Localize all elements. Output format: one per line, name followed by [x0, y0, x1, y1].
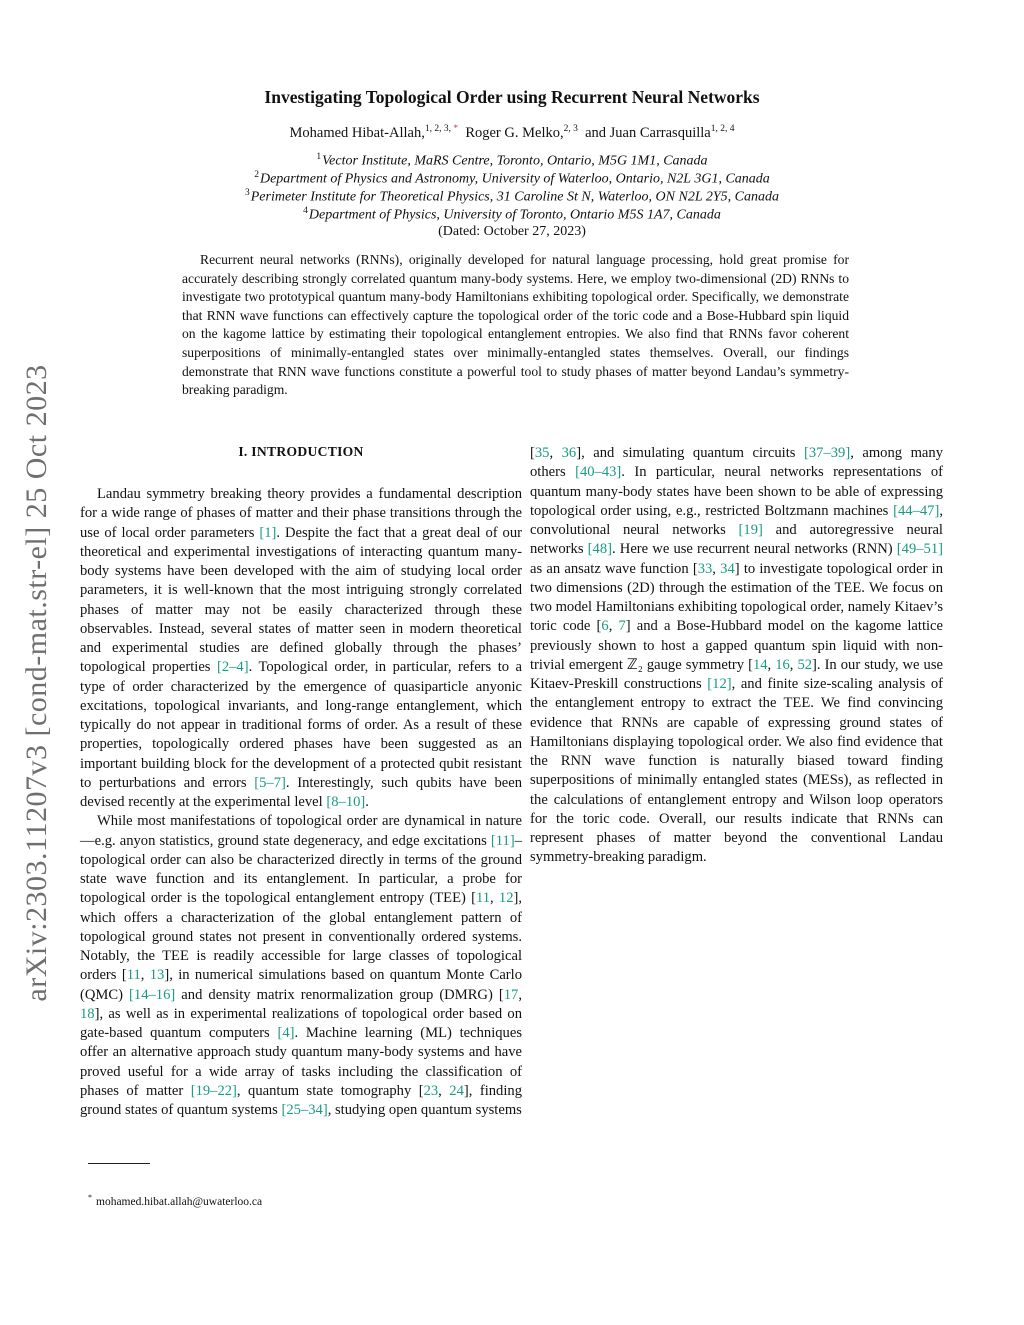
citation-link[interactable]: [25–34] — [281, 1102, 328, 1118]
affiliation: $^1$Vector Institute, MaRS Centre, Toronto, Ontario, M5G 1M1, Canada — [316, 152, 708, 169]
author-name: and Juan Carrasquilla — [585, 124, 711, 141]
arxiv-identifier: arXiv:2303.11207v3 [cond-mat.str-el] 25 Oct 2023 — [20, 364, 53, 1002]
citation-link[interactable]: 11 — [126, 967, 141, 984]
citation-link[interactable]: [11] — [490, 832, 515, 849]
footnote: * mohamed.hibat.allah@uwaterloo.ca — [88, 1193, 263, 1208]
affiliation: $^2$Department of Physics and Astronomy, University of Waterloo, Ontario, N2L 3G1, Canada — [254, 170, 770, 187]
author-affil: 1, 2, 3, — [424, 124, 454, 134]
citation-link[interactable]: 34 — [720, 560, 735, 577]
citation-link[interactable]: 12 — [498, 890, 514, 907]
citation-link[interactable]: [48] — [587, 541, 612, 558]
citation-link[interactable]: 36 — [561, 445, 577, 461]
body-column-left — [80, 485, 522, 1120]
paper-title: Investigating Topological Order using Recurrent Neural Networks — [264, 87, 760, 107]
author-name: Mohamed Hibat-Allah, — [289, 124, 425, 141]
citation-link[interactable]: [44–47] — [893, 502, 940, 519]
paragraph: Landau symmetry breaking theory provides a fundamental description for a wide range of phases of matter and their phase transitions through the use of local order parameters [1]. Despite the fact that a great deal of our theoretical and experimental investigations of interacting quantum many-body systems have been developed with the aim of studying local order parameters, it is well-known that the most intriguing strongly correlated phases of matter may not be easily characterized through these observables. Instead, several states of matter seen in modern theoretical and experimental studies are defined globally through the phases’ topological properties [2–4]. Topological order, in particular, refers to a type of order characterized by the emergence of quasiparticle anyonic excitations, topological invariants, and long-range entanglement, which typically do not appear in traditional forms of order. As a result of these properties, topologically ordered phases have been suggested as an important building block for the development of a protected qubit resistant to perturbations and errors [5–7]. Interestingly, such qubits have been devised recently at the experimental level [8–10]. — [80, 486, 522, 810]
affiliation: $^3$Perimeter Institute for Theoretical Physics, 31 Caroline St N, Waterloo, ON N2L 2Y5, Canada — [245, 188, 779, 205]
author-name: Roger G. Melko, — [465, 124, 564, 141]
citation-link[interactable]: 13 — [149, 967, 165, 984]
footnote-rule — [88, 1163, 150, 1164]
citation-link[interactable]: [2–4] — [216, 659, 249, 676]
author-email[interactable]: mohamed.hibat.allah@uwaterloo.ca — [96, 1195, 263, 1208]
citation-link[interactable]: [40–43] — [575, 464, 622, 481]
paragraph: While most manifestations of topological order are dynamical in nature—e.g. anyon statistics, ground state degeneracy, and edge excitations [11]–topological order can also be characterized directly in terms of the ground state wave function and its entanglement. In particular, a probe for topological order is the topological entanglement entropy (TEE) [11, 12], which offers a characterization of the global entanglement pattern of topological ground states not present in conventionally ordered systems. Notably, the TEE is readily accessible for large classes of topological orders [11, 13], in numerical simulations based on quantum Monte Carlo (QMC) [14–16] and density matrix renormalization group (DMRG) [17, 18], as well as in experimental realizations of topological order based on gate-based quantum computers [4]. Machine learning (ML) techniques offer an alternative approach study quantum many-body systems and have proved useful for a wide array of tasks including the classification of phases of matter [19–22], quantum state tomography [23, 24], finding ground states of quantum systems [25–34], studying open quantum systems — [80, 813, 523, 1118]
citation-link[interactable]: [1] — [259, 524, 277, 541]
citation-link[interactable]: 7 — [618, 618, 626, 635]
citation-link[interactable]: 14 — [752, 656, 768, 673]
citation-link[interactable]: [49–51] — [896, 541, 943, 558]
citation-link[interactable]: [12] — [707, 676, 732, 692]
author-affil: 2, 3 — [563, 124, 578, 134]
citation-link[interactable]: 52 — [797, 656, 813, 673]
citation-link[interactable]: 6 — [601, 618, 609, 635]
citation-link[interactable]: [5–7] — [254, 774, 286, 791]
citation-link[interactable]: [8–10] — [326, 794, 366, 810]
citation-link[interactable]: 23 — [423, 1082, 439, 1099]
affiliation: $^4$Department of Physics, University of Toronto, Ontario M5S 1A7, Canada — [303, 206, 721, 223]
section-heading: I. INTRODUCTION — [238, 444, 364, 459]
date-line: (Dated: October 27, 2023) — [438, 224, 586, 239]
body-column-right — [530, 444, 943, 868]
citation-link[interactable]: 24 — [449, 1082, 464, 1099]
citation-link[interactable]: [19–22] — [190, 1082, 237, 1099]
author-list — [0, 124, 1024, 142]
author-affil: 1, 2, 4 — [710, 124, 735, 134]
citation-link[interactable]: [4] — [277, 1025, 295, 1041]
citation-link[interactable]: [14–16] — [129, 986, 176, 1003]
citation-link[interactable]: 18 — [80, 1005, 95, 1022]
citation-link[interactable]: 16 — [775, 656, 790, 673]
citation-link[interactable]: [19] — [738, 522, 763, 538]
paragraph-continued: [35, 36], and simulating quantum circuits [37–39], among many others [40–43]. In particular, neural networks representations of quantum many-body states have been shown to be able of expressing topological order using, e.g., restricted Boltzmann machines [44–47], convolutional neural networks [19] and autoregressive neural networks [48]. Here we use recurrent neural networks (RNN) [49–51] as an ansatz wave function [33, 34] to investigate topological order in two dimensions (2D) through the estimation of the TEE. We focus on two model Hamiltonians exhibiting topological order, namely Kitaev’s toric code [6, 7] and a Bose-Hubbard model on the kagome lattice previously shown to host a gapped quantum spin liquid with non-trivial emergent ℤ₂ gauge symmetry [14, 16, 52]. In our study, we use Kitaev-Preskill constructions [12], and finite size-scaling analysis of the entanglement entropy to extract the TEE. We find convincing evidence that RNNs are capable of expressing ground states of Hamiltonians displaying topological order. We also find evidence that the RNN wave function is naturally biased toward finding superpositions of minimally entangled states (MESs), as reflected in the calculations of entanglement entropy and Wilson loop operators for the toric code. Overall, our results indicate that RNNs can represent phases of matter beyond the conventional Landau symmetry-breaking paradigm. — [530, 445, 944, 866]
citation-link[interactable]: 11 — [475, 890, 491, 907]
corresponding-mark[interactable]: * — [453, 124, 459, 134]
citation-link[interactable]: 17 — [503, 986, 519, 1003]
citation-link[interactable]: 33 — [697, 560, 713, 577]
citation-link[interactable]: [37–39] — [803, 445, 851, 461]
abstract: Recurrent neural networks (RNNs), originally developed for natural language processing, hold great promise for accurately describing strongly correlated quantum many-body systems. Here, we employ two-dimensional (2D) RNNs to investigate two prototypical quantum many-body Hamiltonians exhibiting topological order. Specifically, we demonstrate that RNN wave functions can effectively capture the topological order of the toric code and a Bose-Hubbard spin liquid on the kagome lattice by estimating their topological entanglement entropies. We also find that RNNs favor coherent superpositions of minimally-entangled states over minimally-entangled states themselves. Overall, our findings demonstrate that RNN wave functions constitute a powerful tool to study phases of matter beyond Landau’s symmetry-breaking paradigm. — [182, 252, 849, 398]
citation-link[interactable]: 35 — [534, 445, 550, 461]
